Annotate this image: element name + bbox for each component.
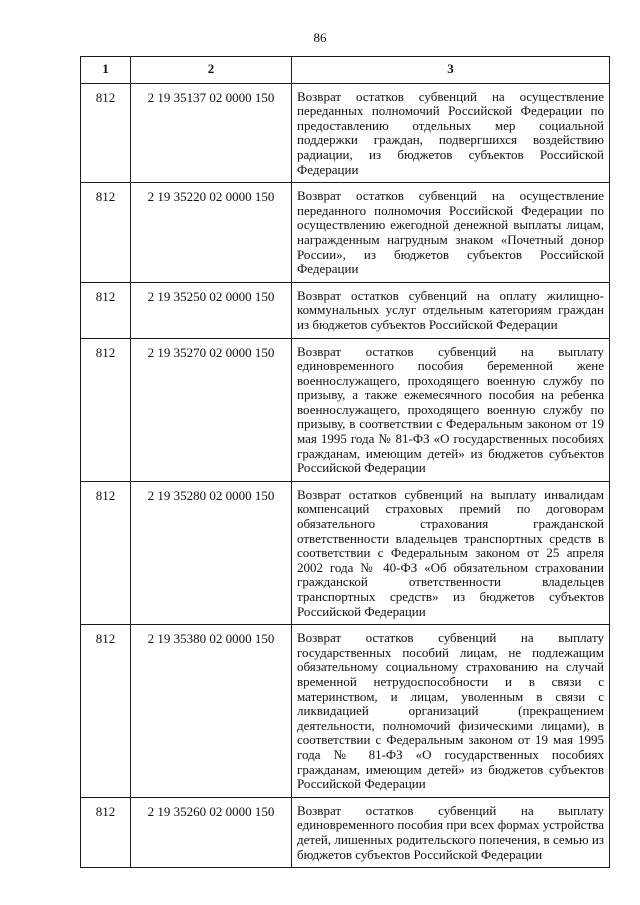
budget-classification-table (80, 56, 610, 868)
kbk-code-cell: 2 19 35260 02 0000 150 (131, 797, 292, 867)
column-header-2: 2 (131, 57, 292, 84)
table-header-row (81, 57, 610, 84)
admin-code-cell: 812 (81, 282, 131, 338)
description-cell: Возврат остатков субвенций на выплату инвалидам компенсаций страховых премий по договорам обязательного страхования гражданской ответственности владельцев транспортных средств в соответствии с Федеральным законом от 25 апреля 2002 года № 40-ФЗ «Об обязательном страховании гражданской ответственности владельцев транспортных средств» из бюджетов субъектов Российской Федерации (292, 481, 610, 624)
admin-code-cell: 812 (81, 338, 131, 481)
column-header-1: 1 (81, 57, 131, 84)
kbk-code-cell: 2 19 35220 02 0000 150 (131, 183, 292, 283)
description-cell: Возврат остатков субвенций на осуществление переданных полномочий Российской Федерации по предоставлению отдельных мер социальной поддержки граждан, подвергшихся воздействию радиации, из бюджетов субъектов Российской Федерации (292, 83, 610, 183)
description-cell: Возврат остатков субвенций на выплату единовременного пособия беременной жене военнослужащего, проходящего военную службу по призыву, а также ежемесячного пособия на ребенка военнослужащего, проходящего военную службу по призыву, в соответствии с Федеральным законом от 19 мая 1995 года № 81-ФЗ «О государственных пособиях гражданам, имеющим детей» из бюджетов субъектов Российской Федерации (292, 338, 610, 481)
page-number: 86 (313, 30, 327, 45)
table-row (81, 338, 610, 481)
kbk-code-cell: 2 19 35250 02 0000 150 (131, 282, 292, 338)
admin-code-cell: 812 (81, 83, 131, 183)
table-row (81, 481, 610, 624)
kbk-code-cell: 2 19 35380 02 0000 150 (131, 625, 292, 798)
table-row (81, 797, 610, 867)
table-row (81, 83, 610, 183)
description-cell: Возврат остатков субвенций на оплату жилищно-коммунальных услуг отдельным категориям граждан из бюджетов субъектов Российской Федерации (292, 282, 610, 338)
kbk-code-cell: 2 19 35137 02 0000 150 (131, 83, 292, 183)
description-cell: Возврат остатков субвенций на осуществление переданного полномочия Российской Федерации по осуществлению ежегодной денежной выплаты лицам, награжденным нагрудным знаком «Почетный донор России», из бюджетов субъектов Российской Федерации (292, 183, 610, 283)
admin-code-cell: 812 (81, 797, 131, 867)
table-row (81, 625, 610, 798)
admin-code-cell: 812 (81, 481, 131, 624)
table-row (81, 183, 610, 283)
description-cell: Возврат остатков субвенций на выплату государственных пособий лицам, не подлежащим обязательному социальному страхованию на случай временной нетрудоспособности и в связи с материнством, и лицам, уволенным в связи с ликвидацией организаций (прекращением деятельности, полномочий физическими лицами), в соответствии с Федеральным законом от 19 мая 1995 года № 81-ФЗ «О государственных пособиях гражданам, имеющим детей» из бюджетов субъектов Российской Федерации (292, 625, 610, 798)
description-cell: Возврат остатков субвенций на выплату единовременного пособия при всех формах устройства детей, лишенных родительского попечения, в семью из бюджетов субъектов Российской Федерации (292, 797, 610, 867)
kbk-code-cell: 2 19 35280 02 0000 150 (131, 481, 292, 624)
column-header-3: 3 (292, 57, 610, 84)
table-row (81, 282, 610, 338)
admin-code-cell: 812 (81, 625, 131, 798)
kbk-code-cell: 2 19 35270 02 0000 150 (131, 338, 292, 481)
admin-code-cell: 812 (81, 183, 131, 283)
